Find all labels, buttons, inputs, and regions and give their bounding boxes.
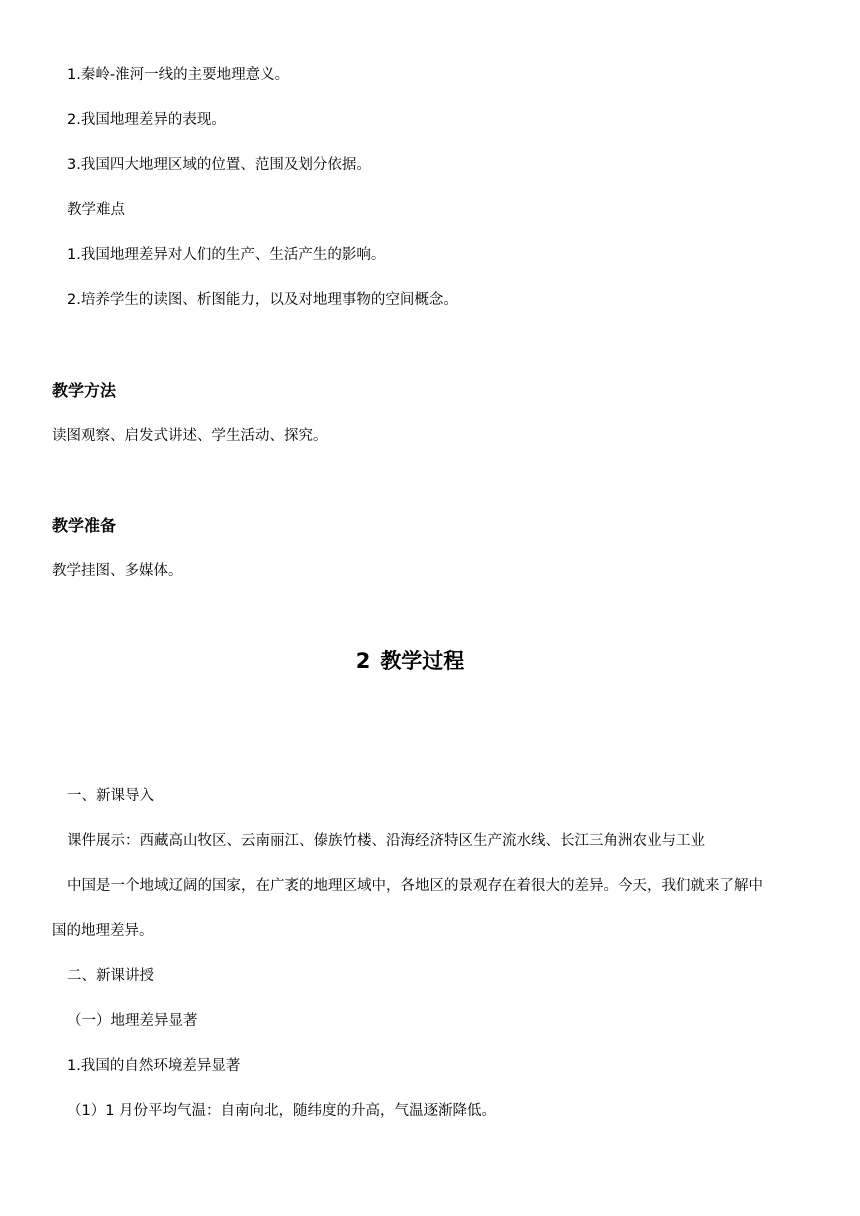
item-1: 1.我国的自然环境差异显著 (67, 1058, 241, 1074)
chapter-title-text: 教学过程 (380, 649, 465, 673)
intro-paragraph-line-1: 中国是一个地域辽阔的国家，在广袤的地理区域中，各地区的景观存在着很大的差异。今天，我们就来了解中 (67, 878, 763, 894)
intro-paragraph-line-2: 国的地理差异。 (52, 923, 154, 939)
section-title-1: （一）地理差异显著 (67, 1013, 198, 1029)
difficulty-item-2: 2.培养学生的读图、析图能力，以及对地理事物的空间概念。 (67, 292, 458, 308)
chapter-number: 2 (355, 649, 371, 673)
chapter-title (0, 646, 820, 676)
item-1-1: （1）1 月份平均气温：自南向北，随纬度的升高，气温逐渐降低。 (67, 1103, 497, 1119)
difficulty-title: 教学难点 (67, 202, 125, 218)
key-point-3: 3.我国四大地理区域的位置、范围及划分依据。 (67, 157, 371, 173)
preparation-text: 教学挂图、多媒体。 (52, 563, 183, 579)
methods-text: 读图观察、启发式讲述、学生活动、探究。 (52, 428, 328, 444)
key-point-1: 1.秦岭-淮河一线的主要地理意义。 (67, 67, 290, 83)
intro-title: 一、新课导入 (67, 788, 154, 804)
lecture-title: 二、新课讲授 (67, 968, 154, 984)
key-point-2: 2.我国地理差异的表现。 (67, 112, 226, 128)
difficulty-item-1: 1.我国地理差异对人们的生产、生活产生的影响。 (67, 247, 386, 263)
courseware-text: 课件展示：西藏高山牧区、云南丽江、傣族竹楼、沿海经济特区生产流水线、长江三角洲农业与工业 (67, 833, 705, 849)
methods-heading: 教学方法 (52, 381, 117, 400)
preparation-heading: 教学准备 (52, 516, 117, 535)
